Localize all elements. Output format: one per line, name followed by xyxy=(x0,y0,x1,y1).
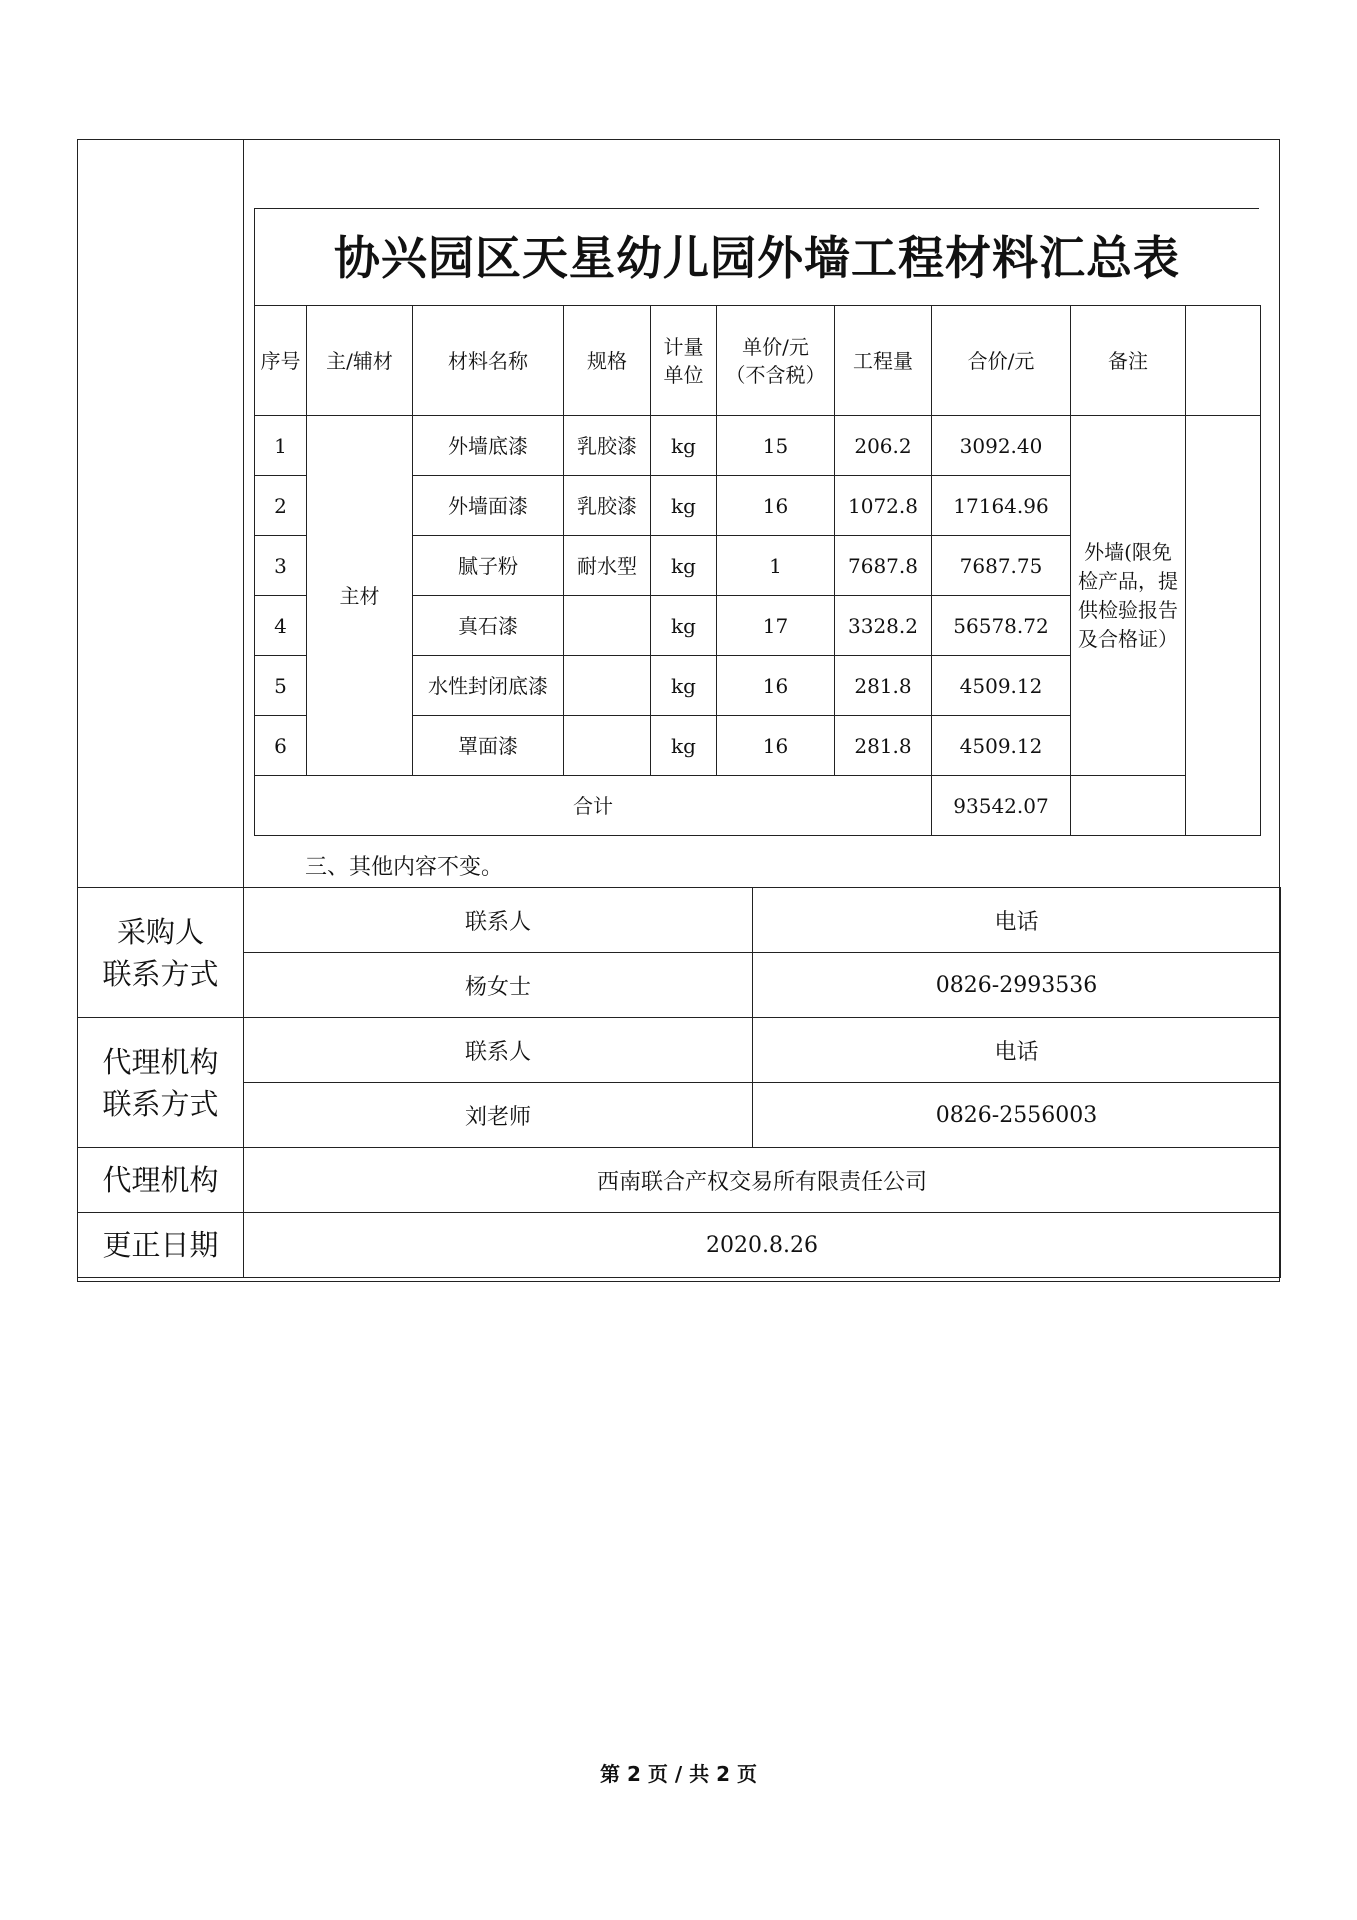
cell-name: 罩面漆 xyxy=(413,716,564,776)
header-qty: 工程量 xyxy=(835,306,932,416)
sum-value: 93542.07 xyxy=(932,776,1071,836)
cell-spec xyxy=(564,716,651,776)
agency-phone-header: 电话 xyxy=(753,1018,1281,1083)
cell-qty: 1072.8 xyxy=(835,476,932,536)
material-table-header xyxy=(255,306,1261,416)
agency-contact-header: 联系人 xyxy=(244,1018,753,1083)
header-price: 单价/元 （不含税） xyxy=(717,306,835,416)
cell-price: 1 xyxy=(717,536,835,596)
header-total: 合价/元 xyxy=(932,306,1071,416)
purchaser-phone: 0826-2993536 xyxy=(753,953,1281,1018)
cell-name: 腻子粉 xyxy=(413,536,564,596)
purchaser-contact-header: 联系人 xyxy=(244,888,753,953)
header-seq: 序号 xyxy=(255,306,307,416)
cell-qty: 3328.2 xyxy=(835,596,932,656)
sum-row xyxy=(255,776,1261,836)
cell-seq: 1 xyxy=(255,416,307,476)
cell-total: 3092.40 xyxy=(932,416,1071,476)
left-column-divider xyxy=(243,139,244,887)
cell-unit: kg xyxy=(651,656,717,716)
sum-label: 合计 xyxy=(255,776,932,836)
header-spec: 规格 xyxy=(564,306,651,416)
cell-total: 7687.75 xyxy=(932,536,1071,596)
cell-unit: kg xyxy=(651,536,717,596)
agency-contact-value-row xyxy=(78,1083,1281,1148)
cell-name: 真石漆 xyxy=(413,596,564,656)
cell-total: 17164.96 xyxy=(932,476,1071,536)
cell-total: 4509.12 xyxy=(932,656,1071,716)
cell-seq: 4 xyxy=(255,596,307,656)
cell-name: 外墙面漆 xyxy=(413,476,564,536)
agency-contact-label: 代理机构 联系方式 xyxy=(78,1018,244,1148)
cell-price: 16 xyxy=(717,716,835,776)
note-text: 三、其他内容不变。 xyxy=(305,855,504,880)
cell-total: 56578.72 xyxy=(932,596,1071,656)
agency-row xyxy=(78,1148,1281,1213)
page-footer: 第 2 页 / 共 2 页 xyxy=(600,1762,757,1786)
cell-spec: 乳胶漆 xyxy=(564,476,651,536)
cell-price: 15 xyxy=(717,416,835,476)
header-unit: 计量 单位 xyxy=(651,306,717,416)
header-main-aux: 主/辅材 xyxy=(307,306,413,416)
cell-price: 17 xyxy=(717,596,835,656)
header-name: 材料名称 xyxy=(413,306,564,416)
cell-qty: 281.8 xyxy=(835,656,932,716)
contact-table xyxy=(77,887,1281,1278)
correction-date-value: 2020.8.26 xyxy=(244,1213,1281,1278)
cell-price: 16 xyxy=(717,656,835,716)
cell-spec xyxy=(564,656,651,716)
agency-value: 西南联合产权交易所有限责任公司 xyxy=(244,1148,1281,1213)
material-table xyxy=(254,305,1261,836)
cell-seq: 3 xyxy=(255,536,307,596)
header-remark: 备注 xyxy=(1071,306,1186,416)
agency-contact-header-row xyxy=(78,1018,1281,1083)
correction-date-label: 更正日期 xyxy=(78,1213,244,1278)
agency-label: 代理机构 xyxy=(78,1148,244,1213)
cell-spec xyxy=(564,596,651,656)
material-table-title: 协兴园区天星幼儿园外墙工程材料汇总表 xyxy=(334,231,1180,285)
cell-spec: 耐水型 xyxy=(564,536,651,596)
agency-contact: 刘老师 xyxy=(244,1083,753,1148)
cell-seq: 5 xyxy=(255,656,307,716)
blank-column xyxy=(1186,416,1261,836)
cell-unit: kg xyxy=(651,596,717,656)
purchaser-label: 采购人 联系方式 xyxy=(78,888,244,1018)
cell-seq: 2 xyxy=(255,476,307,536)
header-blank xyxy=(1186,306,1261,416)
purchaser-contact: 杨女士 xyxy=(244,953,753,1018)
main-material-label: 主材 xyxy=(307,416,413,776)
cell-qty: 7687.8 xyxy=(835,536,932,596)
cell-unit: kg xyxy=(651,416,717,476)
cell-qty: 281.8 xyxy=(835,716,932,776)
table-row xyxy=(255,416,1261,476)
correction-date-row xyxy=(78,1213,1281,1278)
cell-unit: kg xyxy=(651,476,717,536)
cell-seq: 6 xyxy=(255,716,307,776)
cell-qty: 206.2 xyxy=(835,416,932,476)
agency-phone: 0826-2556003 xyxy=(753,1083,1281,1148)
purchaser-value-row xyxy=(78,953,1281,1018)
remark-cell: 外墙(限免检产品，提供检验报告及合格证） xyxy=(1071,416,1186,776)
purchaser-phone-header: 电话 xyxy=(753,888,1281,953)
cell-unit: kg xyxy=(651,716,717,776)
cell-name: 外墙底漆 xyxy=(413,416,564,476)
cell-total: 4509.12 xyxy=(932,716,1071,776)
purchaser-header-row xyxy=(78,888,1281,953)
sum-remark-blank xyxy=(1071,776,1186,836)
cell-spec: 乳胶漆 xyxy=(564,416,651,476)
cell-name: 水性封闭底漆 xyxy=(413,656,564,716)
cell-price: 16 xyxy=(717,476,835,536)
